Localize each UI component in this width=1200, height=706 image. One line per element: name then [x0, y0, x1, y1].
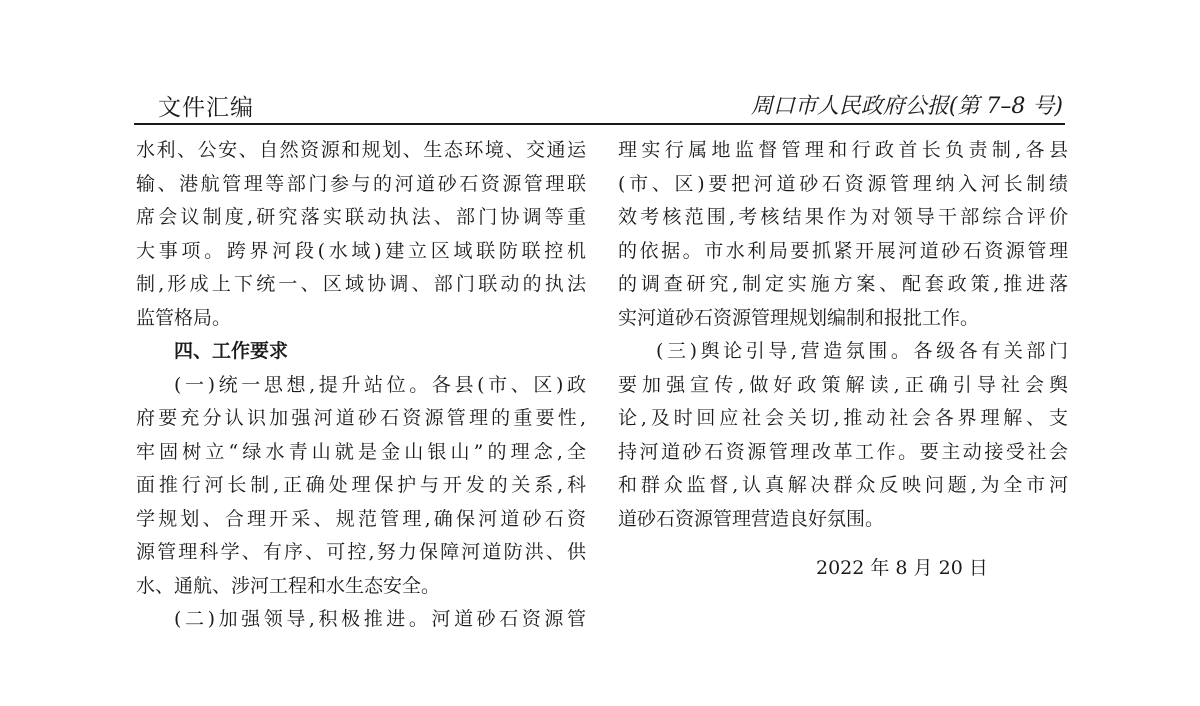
publication-title: 周口市人民政府公报(第 7–8 号)	[750, 94, 1063, 119]
section-heading: 四、工作要求	[174, 340, 289, 362]
text-line: (市、区)要把河道砂石资源管理纳入河长制绩	[618, 172, 1068, 195]
text-line: 要加强宣传,做好政策解读,正确引导社会舆	[618, 373, 1068, 396]
text-line: (三)舆论引导,营造氛围。各级各有关部门	[656, 340, 1068, 362]
header-rule	[134, 123, 1065, 125]
document-date: 2022 年 8 月 20 日	[816, 557, 988, 579]
text-line: 实河道砂石资源管理规划编制和报批工作。	[618, 306, 980, 329]
text-line: 水利、公安、自然资源和规划、生态环境、交通运	[136, 139, 586, 161]
text-line: 源管理科学、有序、可控,努力保障河道防洪、供	[136, 541, 586, 563]
left-column	[136, 134, 586, 637]
text-line: 面推行河长制,正确处理保护与开发的关系,科	[136, 474, 586, 496]
text-line: (一)统一思想,提升站位。各县(市、区)政	[174, 373, 586, 396]
text-line: 席会议制度,研究落实联动执法、部门协调等重	[136, 206, 586, 228]
section-title: 文件汇编	[158, 95, 254, 121]
right-column	[618, 134, 1068, 536]
text-line: 的调查研究,制定实施方案、配套政策,推进落	[618, 273, 1068, 295]
text-line: 监管格局。	[136, 306, 232, 329]
text-line: 学规划、合理开采、规范管理,确保河道砂石资	[136, 507, 586, 530]
text-line: 牢固树立“绿水青山就是金山银山”的理念,全	[136, 440, 586, 463]
text-line: 持河道砂石资源管理改革工作。要主动接受社会	[618, 440, 1068, 463]
text-line: 论,及时回应社会关切,推动社会各界理解、支	[618, 407, 1068, 429]
text-line: (二)加强领导,积极推进。河道砂石资源管	[174, 608, 586, 630]
text-line: 输、港航管理等部门参与的河道砂石资源管理联	[136, 172, 586, 195]
text-line: 大事项。跨界河段(水域)建立区域联防联控机	[136, 239, 586, 262]
text-line: 府要充分认识加强河道砂石资源管理的重要性,	[136, 407, 586, 429]
text-line: 效考核范围,考核结果作为对领导干部综合评价	[618, 206, 1068, 228]
text-line: 和群众监督,认真解决群众反映问题,为全市河	[618, 474, 1068, 496]
text-line: 道砂石资源管理营造良好氛围。	[618, 507, 885, 530]
text-line: 的依据。市水利局要抓紧开展河道砂石资源管理	[618, 239, 1068, 262]
text-line: 制,形成上下统一、区域协调、部门联动的执法	[136, 273, 586, 295]
text-line: 水、通航、涉河工程和水生态安全。	[136, 574, 441, 597]
text-line: 理实行属地监督管理和行政首长负责制,各县	[618, 139, 1068, 161]
